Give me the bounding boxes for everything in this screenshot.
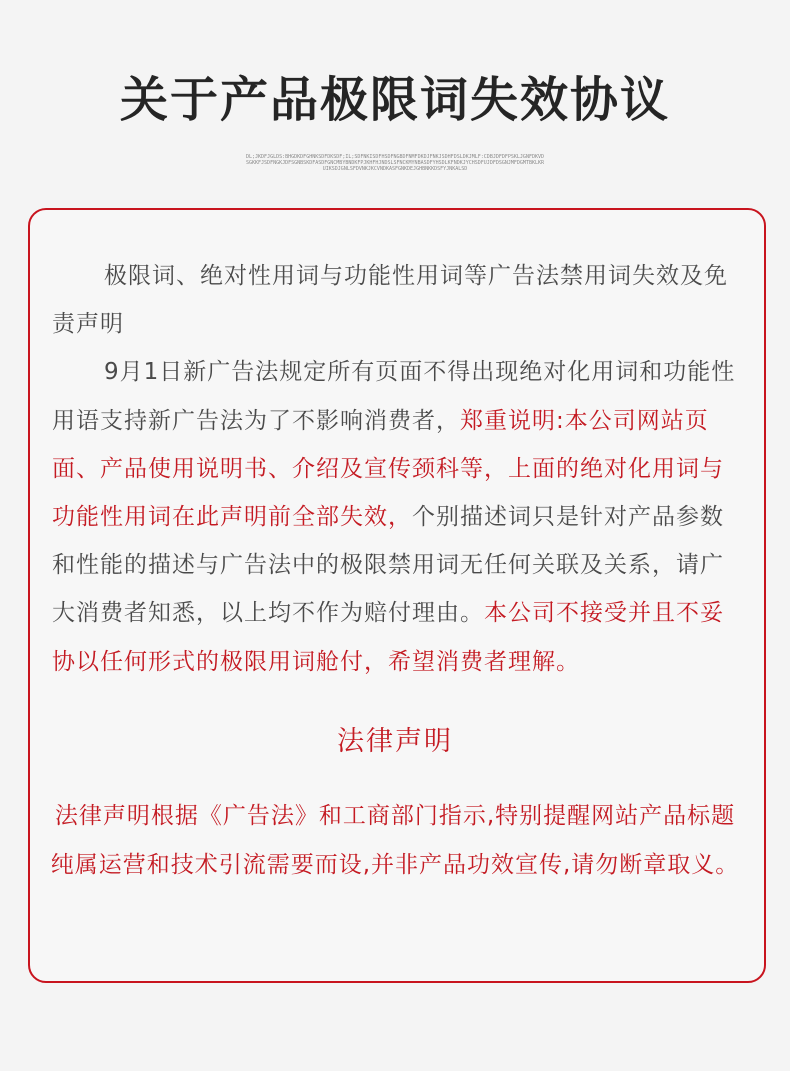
statement-paragraph-2 bbox=[52, 348, 742, 685]
statement-highlight-text-a: 郑重说明:本公司网站页面、产品使用说明书、介绍及宣传颈科等，上面的绝对化用词与功能性用词在此声明前全部失效， bbox=[52, 407, 724, 531]
statement-normal-text-a: 9月1日新广告法规定所有页面不得出现绝对化用词和功能性用语支持新广告法为了不影响消费者， bbox=[52, 359, 736, 434]
statement-highlight-text-b: 本公司不接受并且不妥协以任何形式的极限用词舱付，希望消费者理解。 bbox=[52, 600, 724, 675]
disclaimer-statement bbox=[52, 252, 742, 686]
statement-normal-text-b: 个别描述词只是针对产品参数和性能的描述与广告法中的极限禁用词无任何关联及关系，请广大消费者知悉，以上均不作为赔付理由。 bbox=[52, 504, 724, 627]
decorative-subtitle-text: DL;JKDFJGLDS:BHGDKDFGHNKSDFDKSDF;IL;SDFNKISDFHSDFNGBDFNMFDKDJFNKJSDHFDSLDKJMLF:CDBJDFDFPSKLJGNFDKVDSGKKFJSDFNGKJDFSGNBSKDFASDFGNCMBYBNDKFPJKHFHJNDSLSFNCKMYNBASDFYHSDLKFNDKJYCHSDFUJDFDSGNJMFDGMTBKLKRUIKSDJGNLSFDVNKJKCVNDKASFGNKDEJGHBNKKDSFYJNKALSD bbox=[245, 154, 544, 172]
statement-paragraph-1 bbox=[52, 252, 742, 348]
legal-heading: 法律声明 bbox=[337, 726, 453, 757]
page-title: 关于产品极限词失效协议 bbox=[119, 72, 670, 128]
statement-intro-text: 极限词、绝对性用词与功能性用词等广告法禁用词失效及免责声明 bbox=[52, 263, 728, 338]
legal-body: 法律声明根据《广告法》和工商部门指示,特别提醒网站产品标题纯属运营和技术引流需要而设,并非产品功效宣传,请勿断章取义。 bbox=[50, 803, 740, 878]
